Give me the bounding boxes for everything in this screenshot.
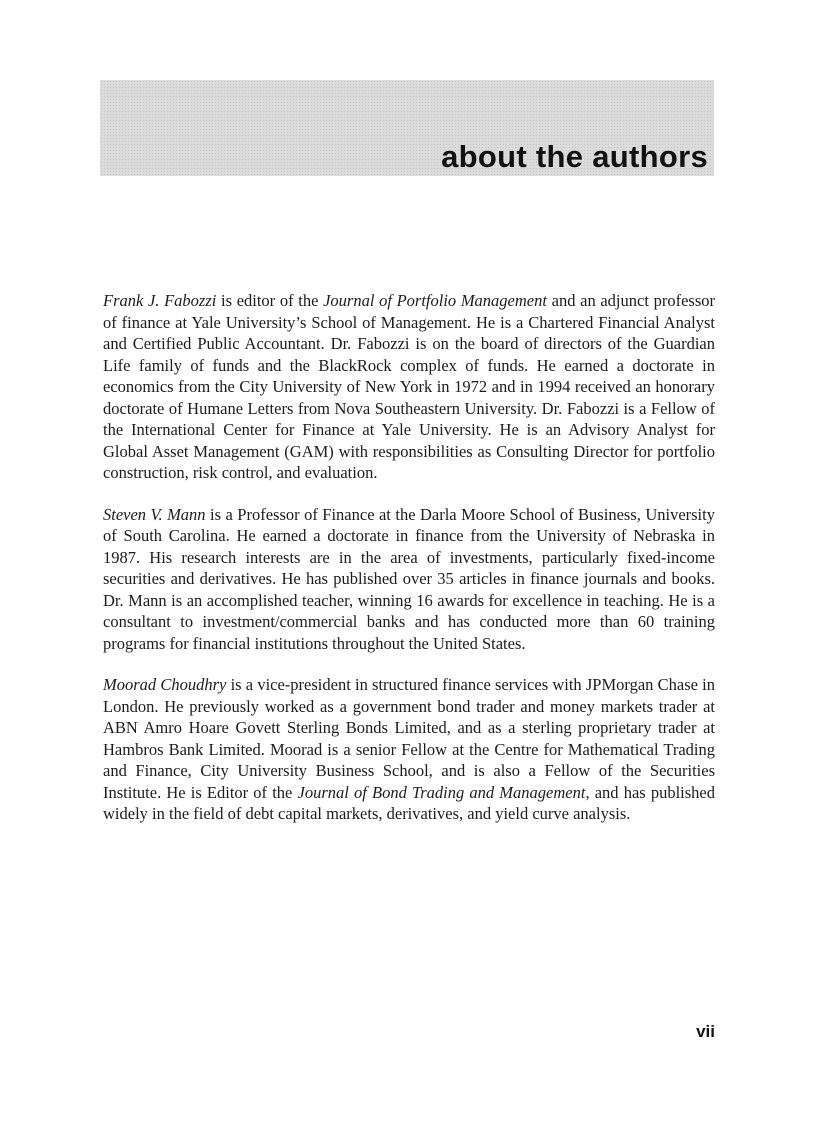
author-bio-mann [103,504,715,655]
author-name: Moorad Choudhry [103,675,227,694]
author-bio-fabozzi [103,290,715,484]
page-number: vii [696,1022,715,1041]
author-bio-choudhry [103,674,715,825]
header-band [100,80,714,176]
journal-title: Journal of Bond Trading and Management [297,782,586,802]
author-name: Steven V. Mann [103,504,206,524]
authors-section [103,290,715,845]
bio-text: , and has published widely in the field of debt capital markets, derivatives, and yield curve analysis. [103,782,716,823]
bio-text: is editor of the [216,291,324,310]
author-name: Frank J. Fabozzi [103,291,217,310]
bio-text: and an adjunct professor of finance at Yale University’s School of Management. He is a Chartered Financial Analyst and Certified Public Accountant. Dr. Fabozzi is on the board of directors of the Guardian Life family of funds and the BlackRock complex of funds. He earned a doctorate in economics from the City University of New York in 1972 and in 1994 received an honorary doctorate of Humane Letters from Nova Southeastern University. Dr. Fabozzi is a Fellow of the International Center for Finance at Yale University. He is an Advisory Analyst for Global Asset Management (GAM) with responsibilities as Consulting Director for portfolio construction, risk control, and evaluation. [103,291,715,482]
page-title: about the authors [441,139,708,174]
journal-title: Journal of Portfolio Management [323,291,547,310]
bio-text: is a Professor of Finance at the Darla Moore School of Business, University of South Carolina. He earned a doctorate in finance from the University of Nebraska in 1987. His research interests are in the area of investments, particularly fixed-income securities and derivatives. He has published over 35 articles in finance journals and books. Dr. Mann is an accomplished teacher, winning 16 awards for excellence in teaching. He is a consultant to investment/commercial banks and has conducted more than 60 training programs for financial institutions throughout the United States. [103,504,715,653]
bio-text: is a vice-president in structured finance services with JPMorgan Chase in London. He previously worked as a government bond trader and money markets trader at ABN Amro Hoare Govett Sterling Bonds Limited, and as a sterling proprietary trader at Hambros Bank Limited. Moorad is a senior Fellow at the Centre for Mathematical Trading and Finance, City University Business School, and is also a Fellow of the Securities Institute. He is Editor of the [103,675,715,802]
